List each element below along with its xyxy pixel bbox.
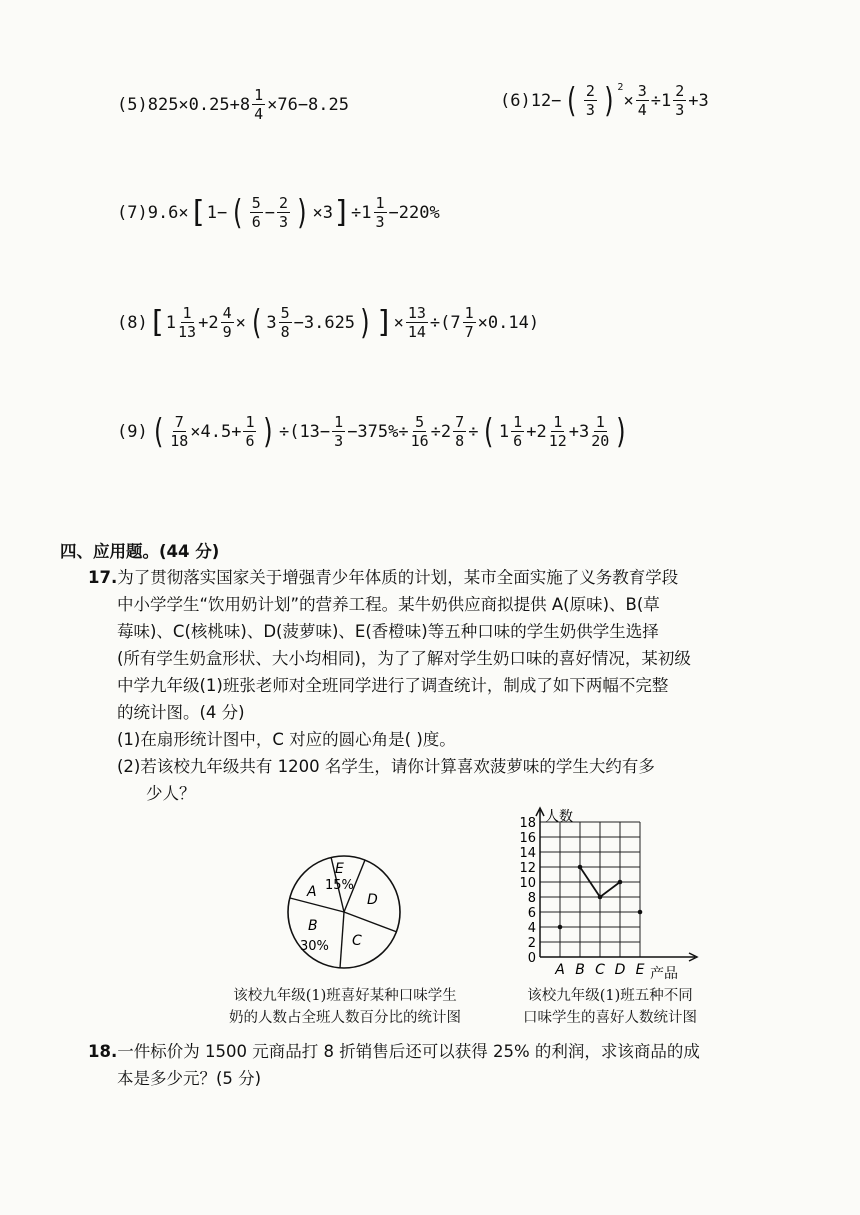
section-title: 四、应用题。(44 分) (60, 542, 220, 561)
pie-caption (205, 985, 485, 1029)
sub-question-1: (1)在扇形统计图中，C 对应的圆心角是( )度。 (117, 730, 456, 749)
problem-label: (6)12− (500, 91, 562, 111)
y-tick-label: 16 (519, 831, 536, 846)
expr-text: 825×0.25+8 (147, 95, 251, 115)
question-text: 一件标价为 1500 元商品打 8 折销售后还可以获得 25% 的利润，求该商品的成 (117, 1042, 700, 1061)
problem-label: (5) (117, 95, 148, 115)
y-tick-label: 14 (519, 846, 536, 861)
pie-label-d: D (367, 892, 378, 908)
pie-label-b: B (308, 918, 318, 934)
data-point (618, 880, 623, 885)
sub-question-2: (2)若该校九年级共有 1200 名学生，请你计算喜欢菠萝味的学生大约有多 (117, 757, 655, 776)
expression-9: (9) ( $\frac{7}{18}$ ×4.5+ $\frac{1}{6}$ ) ÷(13− $\frac{1}{3}$ −375%÷ $\frac{5}{16}$ ÷2 $\frac{7}{8}$ ÷ ( 1 $\frac{1}{6}$ +2 $\frac{1}{12}$ +3 $\frac{1}{20}$ ) (117, 412, 629, 452)
expression-6: (6)12− ( $\frac{2}{3}$ ) 2 × $\frac{3}{4}$ ÷1 $\frac{2}{3}$ +3 (500, 81, 709, 121)
x-tick-label: D (614, 962, 626, 978)
expression-7: (7)9.6× [ 1− ( $\frac{5}{6}$ − $\frac{2}{3}$ ) ×3 ] ÷1 $\frac{1}{3}$ −220% (117, 193, 440, 233)
pie-label-c: C (352, 933, 362, 949)
question-text: 本是多少元？(5 分) (117, 1069, 262, 1088)
pie-pct-e: 15% (325, 878, 354, 893)
line-caption (470, 985, 750, 1029)
y-tick-label: 18 (519, 816, 536, 831)
fraction: $\frac{1}{4}$ (254, 86, 264, 123)
exponent: 2 (617, 81, 624, 93)
line-caption-line: 该校九年级(1)班五种不同 (527, 988, 693, 1004)
x-tick-labels (554, 962, 644, 978)
data-point (578, 865, 583, 870)
problem-label: (9) (117, 422, 148, 442)
problem-label: (8) (117, 313, 148, 333)
expr-text: ×76−8.25 (267, 95, 349, 115)
y-tick-label: 0 (527, 951, 536, 966)
pie-label-a: A (307, 884, 317, 900)
data-point (638, 910, 643, 915)
data-point (598, 895, 603, 900)
line-chart (500, 805, 700, 985)
x-tick-label: C (595, 962, 605, 978)
data-point (558, 925, 563, 930)
expression-5 (117, 88, 349, 122)
expression-8: (8) [ 1 $\frac{1}{13}$ +2 $\frac{4}{9}$ × ( 3 $\frac{5}{8}$ −3.625 ) ] × $\frac{13}{14}$ ÷(7 $\frac{1}{7}$ ×0.14) (117, 303, 540, 343)
y-tick-label: 8 (527, 891, 536, 906)
y-tick-label: 4 (527, 921, 536, 936)
question-text: 的统计图。(4 分) (117, 703, 245, 722)
x-tick-label: B (575, 962, 585, 978)
question-17 (88, 564, 818, 807)
pie-divider (290, 898, 344, 912)
pie-pct-b: 30% (300, 939, 329, 954)
pie-divider (344, 912, 397, 932)
pie-label-e: E (335, 861, 344, 877)
x-axis-label: 产品 (650, 966, 678, 982)
question-text: 莓味)、C(核桃味)、D(菠萝味)、E(香橙味)等五种口味的学生奶供学生选择 (117, 622, 659, 641)
y-tick-label: 12 (519, 861, 536, 876)
question-number: 17. (88, 568, 118, 587)
chart-grid (540, 822, 640, 957)
sub-question-2-cont: 少人？ (146, 784, 196, 803)
y-axis-label: 人数 (545, 809, 573, 825)
y-tick-label: 2 (527, 936, 536, 951)
question-text: 中学九年级(1)班张老师对全班同学进行了调查统计，制成了如下两幅不完整 (117, 676, 669, 695)
x-tick-label: A (555, 962, 565, 978)
question-number: 18. (88, 1042, 118, 1061)
question-text: 中小学学生“饮用奶计划”的营养工程。某牛奶供应商拟提供 A(原味)、B(草 (117, 595, 660, 614)
pie-caption-line: 奶的人数占全班人数百分比的统计图 (229, 1010, 461, 1026)
question-18 (88, 1038, 818, 1092)
question-text: (所有学生奶盒形状、大小均相同)，为了了解对学生奶口味的喜好情况，某初级 (117, 649, 691, 668)
y-tick-label: 10 (519, 876, 536, 891)
line-caption-line: 口味学生的喜好人数统计图 (523, 1010, 697, 1026)
pie-caption-line: 该校九年级(1)班喜好某种口味学生 (233, 988, 457, 1004)
y-tick-labels (519, 816, 536, 966)
question-text: 为了贯彻落实国家关于增强青少年体质的计划，某市全面实施了义务教育学段 (117, 568, 679, 587)
pie-divider (340, 912, 344, 968)
x-tick-label: E (635, 962, 645, 978)
problem-label: (7)9.6× (117, 203, 189, 223)
pie-chart (275, 850, 415, 970)
series-segment (600, 882, 620, 897)
y-tick-label: 6 (527, 906, 536, 921)
